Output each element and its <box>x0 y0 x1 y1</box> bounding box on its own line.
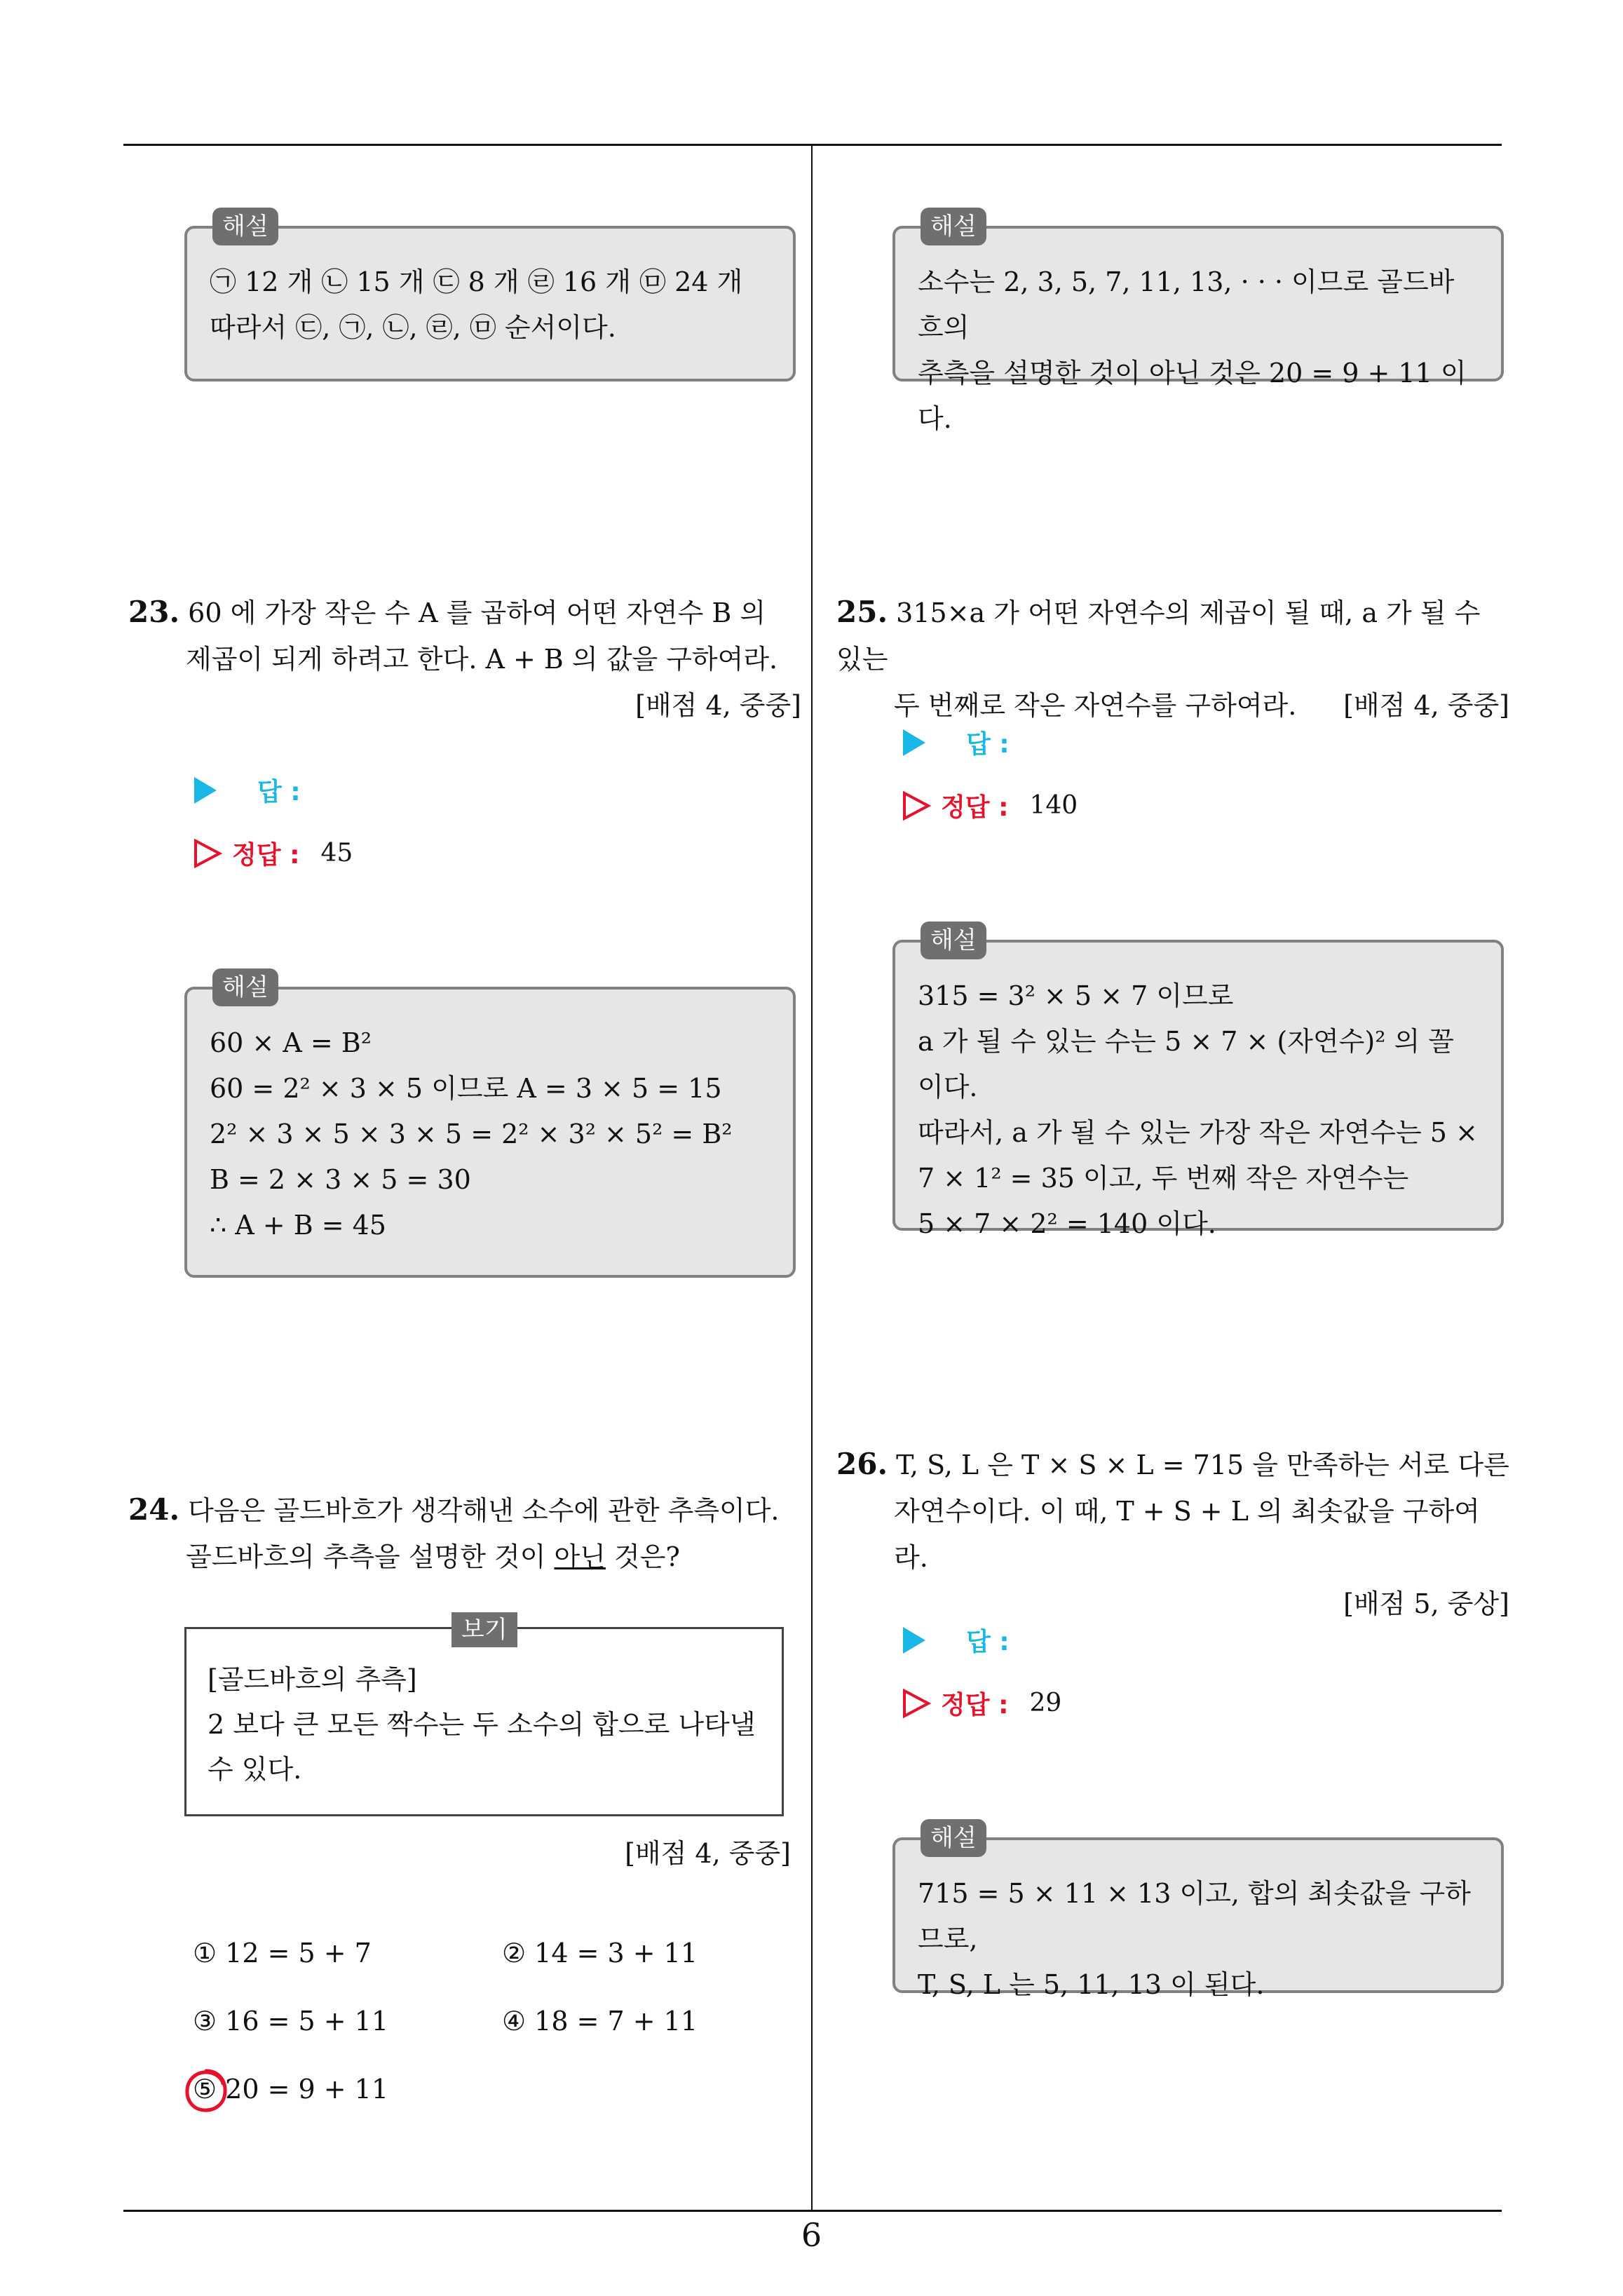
correct-answer-23 <box>193 835 353 871</box>
view-box <box>184 1616 784 1816</box>
answer-label: 답 : <box>966 1628 1010 1656</box>
bottom-rule <box>123 2210 1502 2212</box>
explanation-line: 추측을 설명한 것이 아닌 것은 20 = 9 + 11 이다. <box>918 358 1467 434</box>
question-points: [배점 4, 중중] <box>625 1838 791 1869</box>
question-25 <box>836 589 1509 729</box>
question-points: [배점 4, 중중] <box>635 690 801 721</box>
explanation-box-24 <box>892 212 1504 434</box>
correct-label: 정답 : <box>941 793 1009 822</box>
question-26 <box>836 1441 1509 1627</box>
explanation-tag: 해설 <box>212 208 278 245</box>
explanation-line: B = 2 × 3 × 5 = 30 <box>210 1164 471 1195</box>
correct-answer-26 <box>902 1685 1061 1721</box>
explanation-line: a 가 될 수 있는 수는 5 × 7 × (자연수)² 의 꼴이다. <box>918 1026 1455 1102</box>
question-text: 두 번째로 작은 자연수를 구하여라. <box>894 690 1297 721</box>
play-triangle-icon <box>903 1627 925 1654</box>
explanation-line: 315 = 3² × 5 × 7 이므로 <box>918 980 1234 1011</box>
explanation-line: 2² × 3 × 5 × 3 × 5 = 2² × 3² × 5² = B² <box>210 1119 733 1149</box>
correct-label: 정답 : <box>941 1691 1009 1720</box>
explanation-line: 60 × A = B² <box>210 1027 372 1058</box>
explanation-line: 7 × 1² = 35 이고, 두 번째 작은 자연수는 <box>918 1163 1409 1194</box>
question-number: 25. <box>836 595 888 629</box>
question-points: [배점 5, 중상] <box>1343 1588 1509 1619</box>
question-text: 제곱이 되게 하려고 한다. A + B 의 값을 구하여라. <box>186 644 778 675</box>
selected-circle-icon <box>181 2065 231 2116</box>
question-number: 24. <box>128 1492 180 1527</box>
explanation-tag: 해설 <box>921 208 986 245</box>
column-divider <box>811 145 813 2210</box>
correct-value: 29 <box>1029 1689 1062 1717</box>
explanation-box-23 <box>184 973 796 1278</box>
explanation-box-22 <box>184 212 796 381</box>
explanation-tag: 해설 <box>921 921 986 959</box>
explanation-line: 따라서, a 가 될 수 있는 가장 작은 자연수는 5 × <box>918 1117 1478 1148</box>
explanation-line: T, S, L 는 5, 11, 13 이 된다. <box>918 1969 1265 2000</box>
question-24 <box>128 1487 801 1580</box>
explanation-line: 따라서 ㉢, ㉠, ㉡, ㉣, ㉤ 순서이다. <box>210 312 616 343</box>
underlined-word: 아닌 <box>554 1541 606 1572</box>
choice-2[interactable]: ② 14 = 3 + 11 <box>502 1938 698 1969</box>
explanation-tag: 해설 <box>212 968 278 1006</box>
explanation-line: ㉠ 12 개 ㉡ 15 개 ㉢ 8 개 ㉣ 16 개 ㉤ 24 개 <box>210 266 743 297</box>
explanation-tag: 해설 <box>921 1819 986 1857</box>
choice-5[interactable]: ⑤ 20 = 9 + 11 <box>193 2074 389 2105</box>
question-number: 26. <box>836 1447 888 1481</box>
answer-field-26[interactable] <box>903 1622 1010 1658</box>
question-text: 다음은 골드바흐가 생각해낸 소수에 관한 추측이다. <box>188 1495 780 1526</box>
explanation-line: 715 = 5 × 11 × 13 이고, 합의 최솟값을 구하므로, <box>918 1878 1471 1954</box>
question-text: T, S, L 은 T × S × L = 715 을 만족하는 서로 다른 <box>896 1450 1509 1480</box>
question-text: 골드바흐의 추측을 설명한 것이 아닌 것은? <box>186 1541 680 1572</box>
outline-triangle-icon <box>902 1689 931 1718</box>
choice-4[interactable]: ④ 18 = 7 + 11 <box>502 2006 698 2037</box>
correct-answer-25 <box>902 788 1078 823</box>
correct-value: 45 <box>320 839 353 867</box>
view-line: 수 있다. <box>208 1754 302 1785</box>
explanation-line: ∴ A + B = 45 <box>210 1210 386 1241</box>
correct-label: 정답 : <box>232 841 300 870</box>
question-number: 23. <box>128 595 180 629</box>
view-line: [골드바흐의 추측] <box>208 1664 417 1695</box>
question-23 <box>128 589 801 729</box>
correct-value: 140 <box>1029 791 1078 820</box>
answer-label: 답 : <box>966 730 1010 759</box>
question-text: 315×a 가 어떤 자연수의 제곱이 될 때, a 가 될 수 있는 <box>836 597 1481 675</box>
question-text-row <box>836 682 1509 729</box>
question-text: 자연수이다. 이 때, T + S + L 의 최솟값을 구하여라. <box>894 1496 1480 1573</box>
explanation-line: 소수는 2, 3, 5, 7, 11, 13, · · · 이므로 골드바흐의 <box>918 266 1455 343</box>
answer-label: 답 : <box>257 778 301 806</box>
play-triangle-icon <box>194 777 217 804</box>
question-points: [배점 4, 중중] <box>1343 690 1509 721</box>
view-tag: 보기 <box>451 1612 517 1647</box>
outline-triangle-icon <box>902 791 931 821</box>
explanation-line: 5 × 7 × 2² = 140 이다. <box>918 1208 1216 1239</box>
top-rule <box>123 144 1502 146</box>
explanation-line: 60 = 2² × 3 × 5 이므로 A = 3 × 5 = 15 <box>210 1073 722 1104</box>
explanation-box-26 <box>892 1824 1504 2000</box>
answer-field-25[interactable] <box>903 724 1010 760</box>
play-triangle-icon <box>903 729 925 756</box>
explanation-box-25 <box>892 926 1504 1239</box>
question-text: 60 에 가장 작은 수 A 를 곱하여 어떤 자연수 B 의 <box>188 597 766 628</box>
outline-triangle-icon <box>193 839 222 868</box>
choice-3[interactable]: ③ 16 = 5 + 11 <box>193 2006 389 2037</box>
page-number: 6 <box>801 2216 822 2254</box>
choice-1[interactable]: ① 12 = 5 + 7 <box>193 1938 372 1969</box>
answer-field-23[interactable] <box>194 772 301 808</box>
view-line: 2 보다 큰 모든 짝수는 두 소수의 합으로 나타낼 <box>208 1709 756 1740</box>
